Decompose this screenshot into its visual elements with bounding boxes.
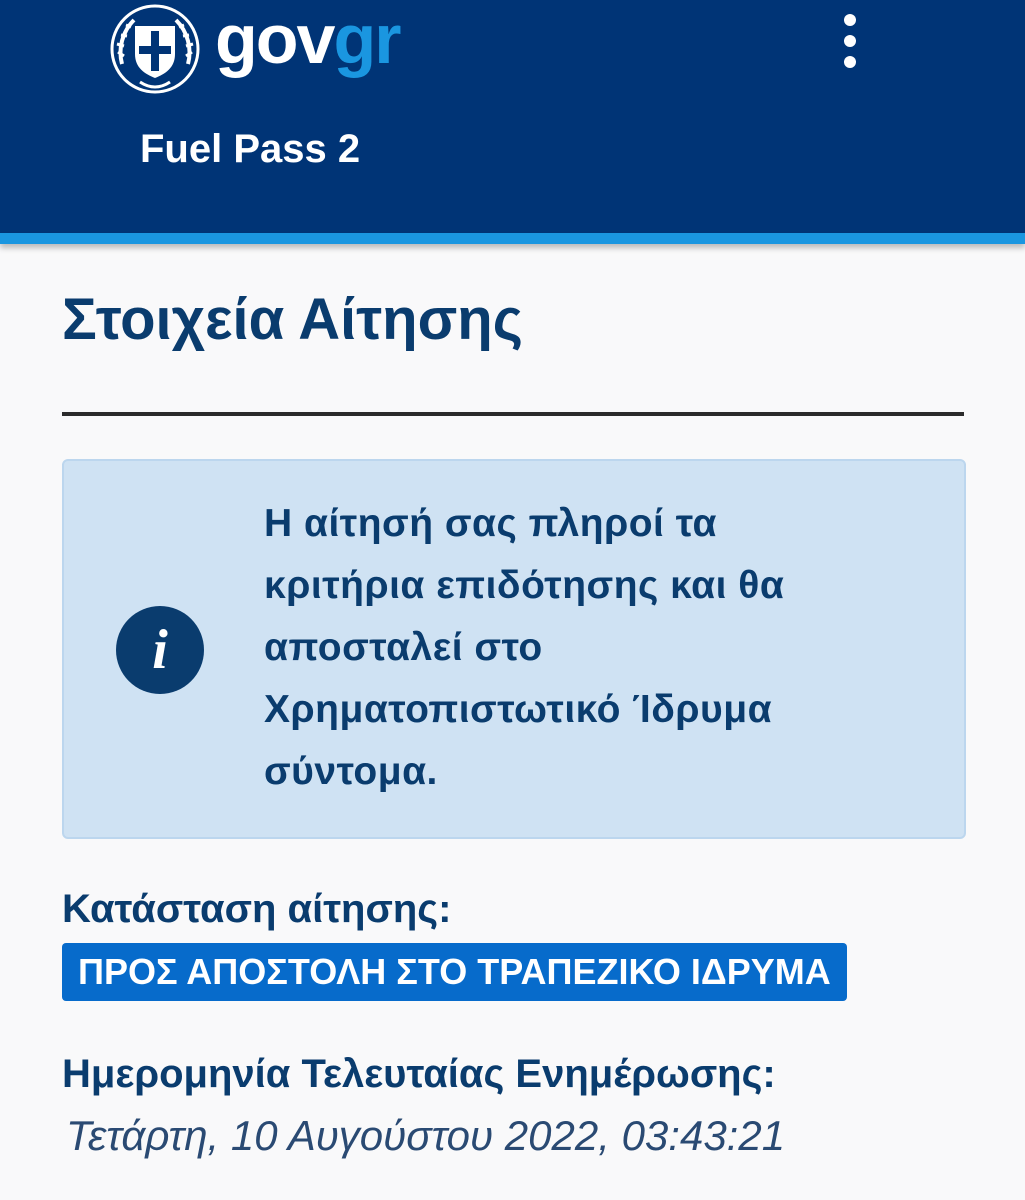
greek-coat-of-arms-emblem [110,4,200,94]
page-title: Στοιχεία Αίτησης [62,287,523,352]
kebab-menu-icon[interactable] [830,10,870,72]
last-update-value: Τετάρτη, 10 Αυγούστου 2022, 03:43:21 [66,1112,786,1159]
last-update-label: Ημερομηνία Τελευταίας Ενημέρωσης: [62,1052,776,1096]
info-alert-box [62,459,966,839]
title-divider [62,412,964,416]
logo-gov-text: gov [215,0,334,78]
info-message: Η αίτησή σας πληροί τα κριτήρια επιδότησης και θα αποσταλεί στο Χρηματοπιστωτικό Ίδρυμα σύντομα. [264,502,785,793]
govgr-logo [215,0,399,84]
logo-gr-text: gr [333,0,400,78]
app-header [0,0,1025,233]
status-badge: ΠΡΟΣ ΑΠΟΣΤΟΛΗ ΣΤΟ ΤΡΑΠΕΖΙΚΟ ΙΔΡΥΜΑ [62,943,847,1001]
header-accent-stripe [0,233,1025,244]
status-label: Κατάσταση αίτησης: [62,887,452,931]
info-icon: i [116,606,204,694]
service-title: Fuel Pass 2 [140,127,361,171]
